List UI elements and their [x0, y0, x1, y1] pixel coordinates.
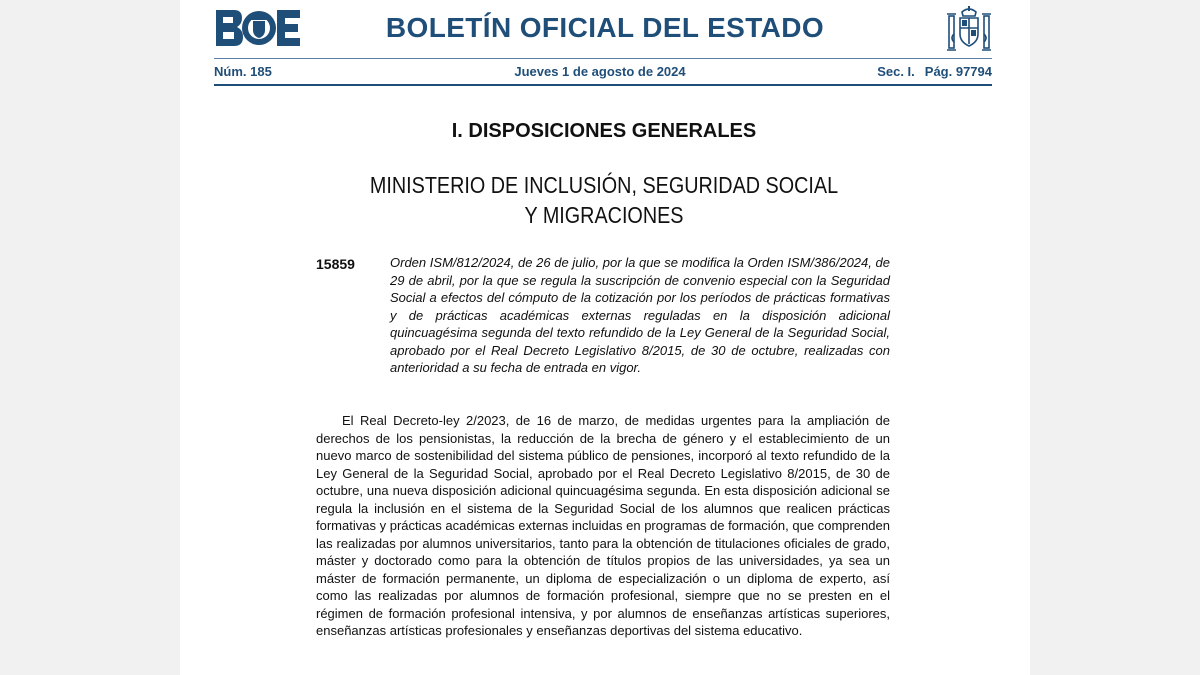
ministry-line-1: MINISTERIO DE INCLUSIÓN, SEGURIDAD SOCIAL	[369, 172, 839, 198]
body-paragraph: El Real Decreto-ley 2/2023, de 16 de marzo, de medidas urgentes para la ampliación de derechos de los pensionistas, la reducción de la brecha de género y el establecimiento de un nuevo marco de sostenibilidad del sistema público de pensiones, incorporó al texto refundido de la Ley General de la Seguridad Social, aprobado por el Real Decreto Legislativo 8/2015, de 30 de octubre, una nueva disposición adicional quincuagésima segunda. En esta disposición adicional se regula la inclusión en el sistema de la Seguridad Social de los alumnos que realicen prácticas formativas y prácticas académicas externas incluidas en programas de formación, que comprenden las realizadas por alumnos universitarios, tanto para la obtención de titulaciones oficiales de grado, máster y doctorado como para la obtención de títulos propios de las universidades, ya sea un máster de formación permanente, un diploma de especialización o un diploma de experto, así como las realizadas por alumnos de formación profesional, siempre que no se presten en el régimen de formación profesional intensiva, y por alumnos de enseñanzas artísticas superiores, enseñanzas artísticas profesionales y enseñanzas deportivas del sistema educativo.	[316, 413, 890, 638]
disposition-number: 15859	[316, 256, 355, 272]
ministry-heading	[239, 170, 968, 230]
boe-logo	[214, 8, 302, 48]
issue-date: Jueves 1 de agosto de 2024	[514, 64, 686, 79]
page-number: Pág. 97794	[924, 64, 992, 79]
document-page	[180, 0, 1030, 675]
gazette-title: BOLETÍN OFICIAL DEL ESTADO	[385, 12, 825, 43]
coat-of-arms-icon	[944, 4, 994, 54]
section-label: Sec. I.	[877, 64, 915, 79]
disposition-summary: Orden ISM/812/2024, de 26 de julio, por la que se modifica la Orden ISM/386/2024, de 29 de abril, por la que se regula la suscripción de convenio especial con la Seguridad Social a efectos del cómputo de la cotización por los períodos de prácticas formativas y de prácticas académicas externas reguladas en la disposición adicional quincuagésima segunda del texto refundido de la Ley General de la Seguridad Social, aprobado por el Real Decreto Legislativo 8/2015, de 30 de octubre, realizadas con anterioridad a su fecha de entrada en vigor.	[390, 255, 890, 375]
section-page-info	[877, 64, 992, 79]
header-rule-bottom	[214, 84, 992, 86]
issue-number: Núm. 185	[214, 64, 272, 79]
ministry-line-2: Y MIGRACIONES	[524, 202, 684, 228]
header-rule	[214, 58, 992, 59]
section-title: I. DISPOSICIONES GENERALES	[451, 120, 757, 142]
